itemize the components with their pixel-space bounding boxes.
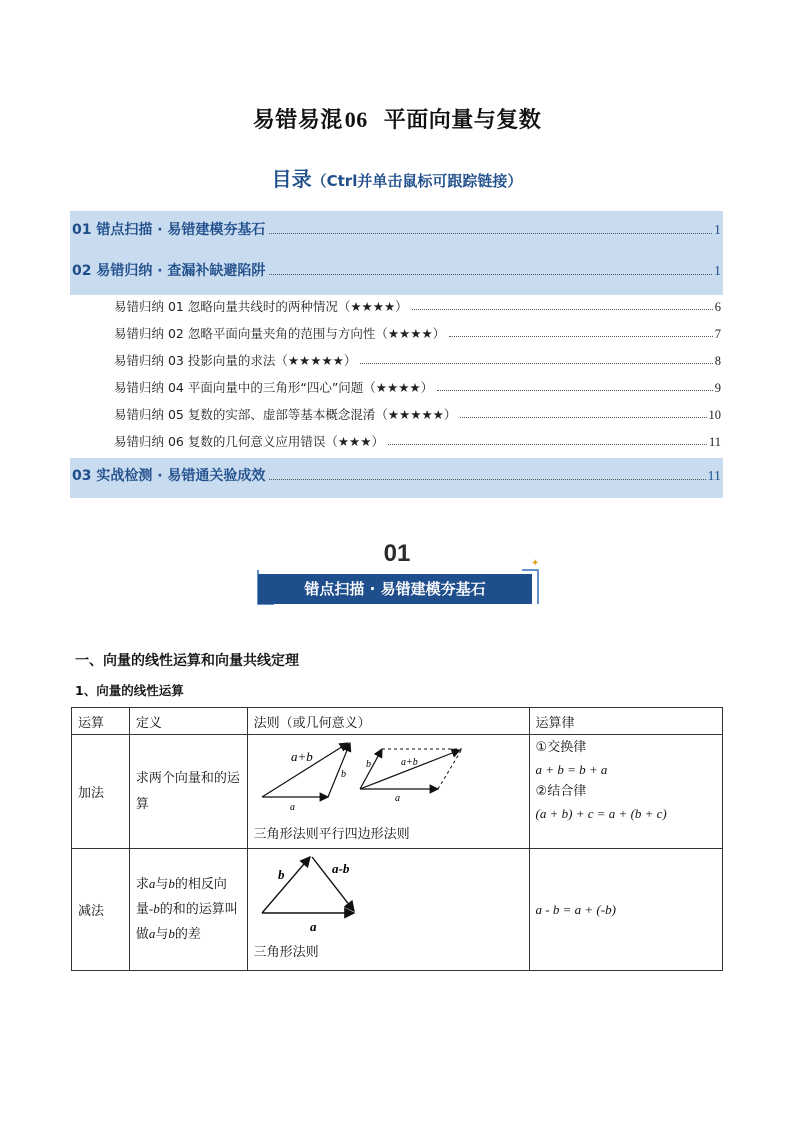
toc-leader-dots [437, 389, 713, 391]
cell-op-addition: 加法 [72, 735, 130, 849]
toc-page-number: 9 [714, 381, 721, 395]
def-text: 与 [155, 877, 169, 892]
toc-page-number: 6 [714, 300, 721, 314]
addition-caption: 三角形法则平行四边形法则 [253, 827, 410, 842]
def-text: 与 [155, 927, 169, 942]
commutative-law: a + b = b + a [535, 762, 608, 777]
toc-page-number: 11 [708, 435, 721, 449]
toc-heading-text: 目录 [271, 167, 312, 191]
label-sum: a+b [290, 749, 313, 764]
toc-entry-02-04[interactable] [114, 376, 721, 396]
para-label-a: a [394, 793, 400, 804]
def-symbol: b [168, 926, 175, 941]
toc-entry-label: 易错归纳 01 忽略向量共线时的两种情况（★★★★） [114, 299, 408, 314]
svg-text:✦: ✦ [531, 558, 540, 569]
toc-page-number: 1 [714, 223, 721, 238]
toc-entry-02[interactable] [72, 258, 721, 280]
sub-vector-b [262, 857, 310, 913]
table-row-addition [72, 735, 723, 849]
toc-leader-dots [269, 232, 712, 234]
para-label-sum: a+b [400, 757, 418, 768]
toc-entry-01[interactable] [72, 217, 721, 239]
associative-law: (a + b) + c = a + (b + c) [535, 806, 667, 821]
toc-entry-02-01[interactable] [114, 295, 721, 315]
toc-leader-dots [269, 478, 705, 480]
header-rule: 法则（或几何意义） [247, 708, 529, 735]
def-symbol: a [148, 876, 156, 891]
toc-entry-label: 易错归纳 05 复数的实部、虚部等基本概念混淆（★★★★★） [114, 407, 457, 422]
cell-rule-addition [247, 735, 529, 849]
toc-page-number: 1 [714, 264, 721, 279]
toc-leader-dots [449, 335, 713, 337]
table-row-subtraction [72, 849, 723, 971]
vector-b-arrow [328, 743, 350, 797]
def-symbol: b [168, 876, 175, 891]
header-op: 运算 [72, 708, 130, 735]
vector-ops-table [71, 707, 723, 971]
toc-page-number: 7 [714, 327, 721, 341]
toc-entry-label: 易错归纳 03 投影向量的求法（★★★★★） [114, 353, 357, 368]
def-text: 的和的运算叫做 [135, 902, 238, 942]
sub-label-a: a [309, 919, 317, 934]
toc-entry-label: 易错归纳 04 平面向量中的三角形“四心”问题（★★★★） [114, 380, 434, 395]
para-right-edge [438, 749, 462, 789]
toc-entry-02-06[interactable] [114, 430, 721, 450]
def-symbol: a [148, 926, 156, 941]
table-header-row [72, 708, 723, 735]
toc-leader-dots [269, 273, 712, 275]
toc-entry-02-05[interactable] [114, 403, 721, 423]
title-number: 06 [344, 107, 368, 132]
commutative-title: ①交换律 [535, 740, 587, 755]
title-text: 平面向量与复数 [383, 108, 542, 133]
def-symbol: -b [148, 901, 160, 916]
para-diagonal [360, 750, 460, 789]
section-banner: 错点扫描 · 易错建模夯基石 [258, 574, 532, 604]
toc-entry-label: 易错归纳 06 复数的几何意义应用错误（★★★） [114, 434, 384, 449]
cell-rule-subtraction [247, 849, 529, 971]
para-vector-b [360, 749, 382, 789]
toc-entry-02-03[interactable] [114, 349, 721, 369]
toc-page-number: 10 [708, 408, 721, 422]
para-label-b: b [365, 759, 371, 770]
sub-label-b: b [277, 867, 285, 882]
section-number: 01 [383, 540, 411, 567]
toc-entry-label: 易错归纳 02 忽略平面向量夹角的范围与方向性（★★★★） [114, 326, 446, 341]
sub-label-diff: a-b [331, 861, 349, 876]
toc-entry-03[interactable] [72, 463, 721, 485]
toc-note: （Ctrl并单击鼠标可跟踪链接） [311, 172, 523, 190]
subheading-linear-ops: 1、向量的线性运算 [75, 683, 184, 698]
def-text: 的相反向量 [135, 877, 227, 917]
header-definition: 定义 [129, 708, 247, 735]
subtraction-caption: 三角形法则 [253, 945, 319, 960]
label-b: b [340, 769, 346, 780]
subtraction-diagram [248, 849, 528, 941]
title-prefix: 易错易混 [252, 108, 343, 133]
label-a: a [289, 802, 295, 813]
toc-leader-dots [360, 362, 712, 364]
cell-law-subtraction: a - b = a + (-b) [529, 849, 722, 971]
toc-leader-dots [412, 308, 713, 310]
def-text: 求 [135, 877, 149, 892]
toc-page-number: 11 [707, 469, 721, 484]
toc-entry-label: 02 易错归纳 · 查漏补缺避陷阱 [72, 263, 266, 279]
cell-def-subtraction [129, 849, 247, 971]
document-title [0, 103, 794, 134]
cell-op-subtraction: 减法 [72, 849, 130, 971]
toc-heading [0, 163, 794, 192]
toc-entry-label: 01 错点扫描 · 易错建模夯基石 [72, 222, 266, 238]
toc-entry-label: 03 实战检测 · 易错通关验成效 [72, 468, 266, 484]
associative-title: ②结合律 [535, 784, 587, 799]
toc-leader-dots [460, 416, 706, 418]
cell-law-addition [529, 735, 722, 849]
def-text: 的差 [174, 927, 201, 942]
heading-vector-linear-ops: 一、向量的线性运算和向量共线定理 [75, 653, 299, 669]
addition-diagram [248, 735, 528, 821]
toc-page-number: 8 [714, 354, 721, 368]
header-law: 运算律 [529, 708, 722, 735]
toc-leader-dots [388, 443, 707, 445]
cell-def-addition: 求两个向量和的运算 [129, 735, 247, 849]
toc-entry-02-02[interactable] [114, 322, 721, 342]
